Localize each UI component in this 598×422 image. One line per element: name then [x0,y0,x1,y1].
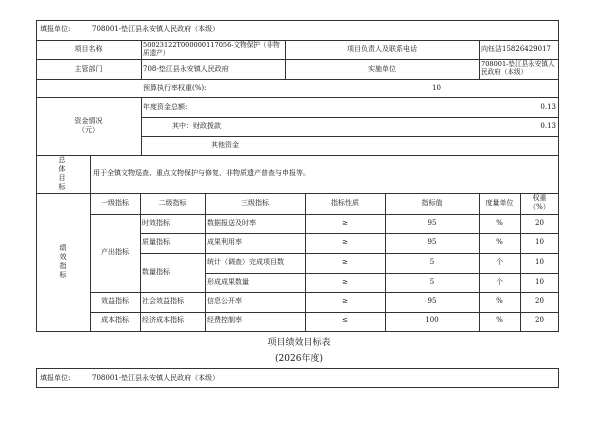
row-level3: 数据报送及时率 [207,219,256,227]
perf-label-char: 绩 [59,244,67,252]
row-unit: % [496,219,503,227]
row-divider [141,117,559,118]
row-value: 5 [429,258,435,266]
contact-label: 项目负责人及联系电话 [347,45,417,53]
row-divider [90,292,559,293]
row-divider [36,155,559,156]
col-divider [205,193,206,332]
row-nature: ≥ [342,297,348,305]
col-divider [140,193,141,332]
col-divider [479,40,480,79]
row-weight: 10 [535,238,544,246]
perf-label-char: 标 [59,271,67,279]
row-unit: % [496,238,503,246]
level2-quantity: 数量指标 [142,268,170,276]
row-nature: ≥ [342,258,348,266]
row-divider [36,193,559,194]
row-divider [90,214,559,215]
page-year: (2026年度) [275,354,323,364]
budget-rate-label: 预算执行率权重(%): [143,84,207,92]
header-weight-unit: （%） [529,203,550,211]
row-unit: % [496,297,503,305]
fund-label-unit: （元） [78,126,99,134]
level2-social: 社会效益指标 [142,297,184,305]
goal-text: 用于全镇文物巡查、重点文物保护与修复、非物质遗产普查与申报等。 [93,169,310,177]
row-divider [36,40,559,41]
row-value: 95 [427,219,437,227]
row-value: 100 [425,316,439,324]
level2-timeliness: 时效指标 [142,219,170,227]
level1-output: 产出指标 [101,248,129,256]
header-value: 指标值 [421,199,443,207]
row-unit: % [496,316,503,324]
fund-total-value: 0.13 [540,103,556,111]
row-level3: 形成成果数量 [207,278,249,286]
level2-economic: 经济成本指标 [142,316,184,324]
header-nature: 指标性质 [331,199,359,207]
unit-value-2: 708001-垫江县永安镇人民政府（本级） [92,374,220,382]
level2-quality: 质量指标 [142,238,170,246]
row-divider [90,312,559,313]
unit-label: 填报单位: [40,25,71,33]
perf-label-char: 效 [59,253,67,261]
row-nature: ≥ [342,238,348,246]
row-weight: 20 [535,316,544,324]
row-level3: 信息公开率 [207,297,242,305]
header-level2: 二级指标 [158,199,187,207]
goal-label-char: 标 [58,183,66,191]
row-nature: ≤ [342,316,348,324]
fund-fiscal-value: 0.13 [540,122,556,130]
fund-label: 资金情况 [74,117,103,125]
row-unit: 个 [496,258,503,266]
fund-other-label: 其他资金 [211,141,239,149]
unit-label-2: 填报单位: [40,374,71,382]
fund-fiscal-label: 其中：财政拨款 [172,122,221,130]
row-level3: 成果利用率 [207,238,242,246]
fund-total-label: 年度资金总额: [143,103,188,111]
row-unit: 个 [496,278,503,286]
row-weight: 10 [535,258,544,266]
row-level3: 经费控制率 [207,316,242,324]
row-value: 95 [427,238,437,246]
row-level3: 统计（调查）完成项目数 [207,258,284,266]
unit-value: 708001-垫江县永安镇人民政府（本级） [92,25,220,33]
row-divider [36,79,559,80]
header-level1: 一级指标 [101,199,129,207]
row-value: 95 [427,297,437,305]
row-weight: 20 [535,297,544,305]
goal-label-char: 目 [58,174,66,182]
impl-value: 708001-垫江县永安镇人民政府（本级） [481,60,555,76]
header-unit: 度量单位 [485,199,514,207]
goal-label-char: 总 [58,156,66,164]
row-divider [205,273,559,274]
row-divider [140,233,559,234]
row-nature: ≥ [342,219,348,227]
project-name-label: 项目名称 [74,45,103,53]
perf-label-char: 指 [59,262,67,270]
col-divider [141,97,142,155]
page-title: 项目绩效目标表 [267,338,331,348]
row-divider [36,97,559,98]
contact-value: 向钰洁15826429017 [481,45,551,53]
level1-benefit: 效益指标 [101,297,129,305]
row-weight: 10 [535,278,544,286]
row-divider [140,253,559,254]
row-value: 5 [429,278,435,286]
project-name-value: 50023122T000000117056-文物保护（非物质遗产） [143,41,280,57]
row-weight: 20 [535,219,544,227]
header-level3: 三级指标 [241,199,269,207]
level1-cost: 成本指标 [101,316,129,324]
col-divider [141,40,142,79]
row-nature: ≥ [342,278,348,286]
header-weight: 权重 [532,194,547,202]
dept-value: 708-垫江县永安镇人民政府 [143,65,229,73]
goal-label-char: 体 [58,165,66,173]
budget-rate-value: 10 [432,84,441,92]
col-divider [90,155,91,193]
impl-label: 实施单位 [368,65,396,73]
col-divider [90,193,91,332]
row-divider [141,136,559,137]
dept-label: 主管部门 [74,65,103,73]
